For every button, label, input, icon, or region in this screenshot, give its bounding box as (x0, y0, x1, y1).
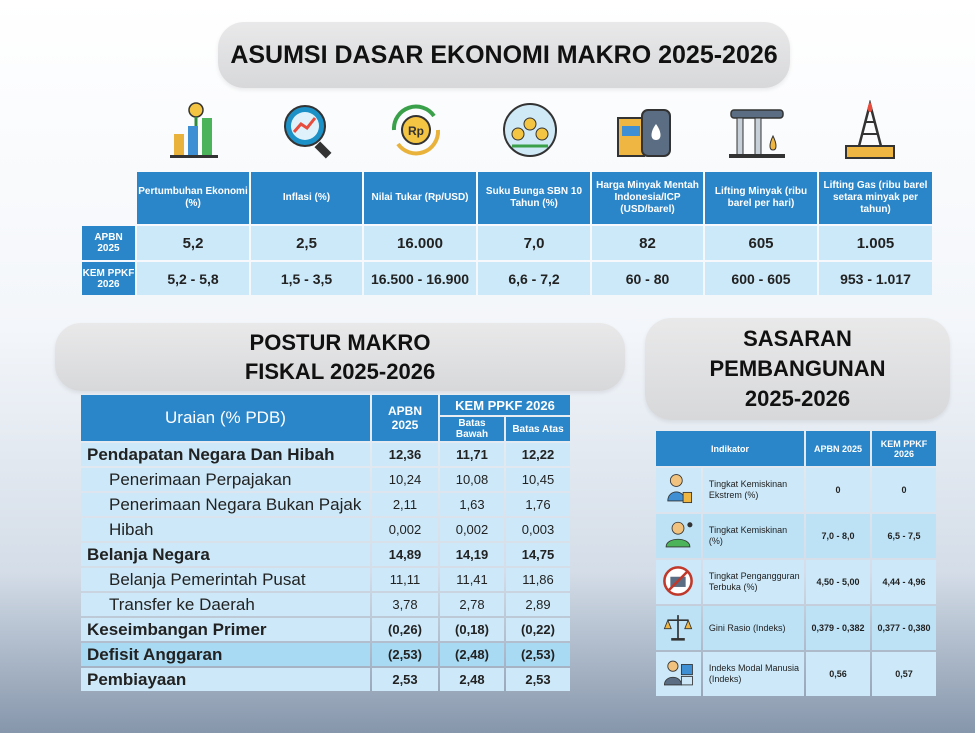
col-header-low: Batas Bawah (440, 417, 504, 441)
fiscal-value: 11,86 (506, 568, 570, 591)
value-cell: 5,2 - 5,8 (137, 262, 249, 295)
value-cell: 16.500 - 16.900 (364, 262, 476, 295)
target-apbn-value: 7,0 - 8,0 (806, 514, 870, 558)
fiscal-row-label: Pendapatan Negara Dan Hibah (81, 443, 370, 466)
fiscal-row (81, 618, 570, 641)
value-cell: 600 - 605 (705, 262, 817, 295)
fiscal-table (79, 393, 572, 693)
col-header-kem: KEM PPKF 2026 (440, 395, 570, 415)
col-header: Nilai Tukar (Rp/USD) (364, 172, 476, 224)
value-cell: 605 (705, 226, 817, 260)
fiscal-row-label: Belanja Pemerintah Pusat (81, 568, 370, 591)
target-kem-value: 0,377 - 0,380 (872, 606, 936, 650)
gini-scale-icon (656, 606, 701, 650)
targets-title (645, 318, 950, 420)
fiscal-row (81, 643, 570, 666)
bond-rate-icon (500, 100, 560, 160)
col-header-apbn: APBN 2025 (806, 431, 870, 466)
value-cell: 1,5 - 3,5 (251, 262, 362, 295)
main-title (218, 22, 790, 88)
fiscal-row (81, 593, 570, 616)
fiscal-row-label: Penerimaan Perpajakan (81, 468, 370, 491)
fiscal-value: 11,41 (440, 568, 504, 591)
extreme-poverty-icon (656, 468, 701, 512)
poverty-icon (656, 514, 701, 558)
assumptions-header-row (82, 172, 932, 224)
fiscal-value: 14,19 (440, 543, 504, 566)
fiscal-value: 1,76 (506, 493, 570, 516)
fiscal-row-label: Keseimbangan Primer (81, 618, 370, 641)
fiscal-value: (2,53) (372, 643, 438, 666)
col-header: Inflasi (%) (251, 172, 362, 224)
fiscal-header-row (81, 395, 570, 415)
growth-chart-icon (166, 100, 226, 160)
value-cell: 82 (592, 226, 703, 260)
target-kem-value: 6,5 - 7,5 (872, 514, 936, 558)
fiscal-row (81, 518, 570, 541)
target-apbn-value: 0,56 (806, 652, 870, 696)
target-apbn-value: 0 (806, 468, 870, 512)
fiscal-title (55, 323, 625, 391)
fiscal-value: (0,22) (506, 618, 570, 641)
row-label: APBN 2025 (82, 226, 135, 260)
human-capital-icon (656, 652, 701, 696)
target-label: Indeks Modal Manusia (Indeks) (703, 652, 804, 696)
fiscal-value: 10,24 (372, 468, 438, 491)
apbn-row (82, 226, 932, 260)
target-row (656, 514, 936, 558)
value-cell: 7,0 (478, 226, 590, 260)
fiscal-row-label: Hibah (81, 518, 370, 541)
target-kem-value: 0 (872, 468, 936, 512)
svg-text:Rp: Rp (408, 124, 424, 138)
fiscal-value: 3,78 (372, 593, 438, 616)
fiscal-row-label: Defisit Anggaran (81, 643, 370, 666)
value-cell: 1.005 (819, 226, 932, 260)
value-cell: 16.000 (364, 226, 476, 260)
fiscal-row (81, 468, 570, 491)
fiscal-value: 0,003 (506, 518, 570, 541)
fiscal-value: 2,48 (440, 668, 504, 691)
target-apbn-value: 4,50 - 5,00 (806, 560, 870, 604)
fiscal-row (81, 493, 570, 516)
value-cell: 2,5 (251, 226, 362, 260)
target-kem-value: 0,57 (872, 652, 936, 696)
fiscal-title-text: POSTUR MAKRO FISKAL 2025-2026 (244, 330, 436, 384)
value-cell: 6,6 - 7,2 (478, 262, 590, 295)
assumptions-table (80, 170, 934, 297)
row-label: KEM PPKF 2026 (82, 262, 135, 295)
fiscal-value: (0,26) (372, 618, 438, 641)
value-cell: 953 - 1.017 (819, 262, 932, 295)
target-label: Tingkat Kemiskinan Ekstrem (%) (703, 468, 804, 512)
rupiah-exchange-icon (386, 100, 446, 160)
col-header: Lifting Gas (ribu barel setara minyak per tahun) (819, 172, 932, 224)
inflation-magnifier-icon (277, 100, 337, 160)
target-row (656, 606, 936, 650)
oil-pump-icon (727, 100, 787, 160)
fiscal-value: (0,18) (440, 618, 504, 641)
gas-rig-icon (840, 100, 900, 160)
fiscal-value: 11,71 (440, 443, 504, 466)
target-kem-value: 4,44 - 4,96 (872, 560, 936, 604)
col-header: Suku Bunga SBN 10 Tahun (%) (478, 172, 590, 224)
targets-table (654, 429, 938, 698)
fiscal-row-label: Pembiayaan (81, 668, 370, 691)
fiscal-value: 12,22 (506, 443, 570, 466)
target-label: Tingkat Pengangguran Terbuka (%) (703, 560, 804, 604)
fiscal-value: 0,002 (440, 518, 504, 541)
fiscal-value: 2,89 (506, 593, 570, 616)
value-cell: 5,2 (137, 226, 249, 260)
fiscal-value: 11,11 (372, 568, 438, 591)
col-header: Lifting Minyak (ribu barel per hari) (705, 172, 817, 224)
fiscal-value: (2,53) (506, 643, 570, 666)
target-label: Tingkat Kemiskinan (%) (703, 514, 804, 558)
crude-oil-barrel-icon (614, 100, 674, 160)
col-header-apbn: APBN 2025 (372, 395, 438, 441)
targets-title-text: SASARAN PEMBANGUNAN 2025-2026 (709, 326, 886, 411)
value-cell: 60 - 80 (592, 262, 703, 295)
fiscal-row (81, 568, 570, 591)
col-header-high: Batas Atas (506, 417, 570, 441)
fiscal-value: 1,63 (440, 493, 504, 516)
fiscal-value: 10,45 (506, 468, 570, 491)
fiscal-value: 0,002 (372, 518, 438, 541)
main-title-text: ASUMSI DASAR EKONOMI MAKRO 2025-2026 (230, 40, 778, 69)
fiscal-row-label: Transfer ke Daerah (81, 593, 370, 616)
target-label: Gini Rasio (Indeks) (703, 606, 804, 650)
col-header-kem: KEM PPKF 2026 (872, 431, 936, 466)
target-row (656, 652, 936, 696)
corner-cell (82, 172, 135, 224)
fiscal-row (81, 668, 570, 691)
fiscal-value: 10,08 (440, 468, 504, 491)
fiscal-value: 2,53 (372, 668, 438, 691)
col-header-item: Uraian (% PDB) (81, 395, 370, 441)
col-header: Harga Minyak Mentah Indonesia/ICP (USD/barel) (592, 172, 703, 224)
fiscal-value: (2,48) (440, 643, 504, 666)
fiscal-value: 14,89 (372, 543, 438, 566)
target-apbn-value: 0,379 - 0,382 (806, 606, 870, 650)
kem-row (82, 262, 932, 295)
fiscal-row-label: Belanja Negara (81, 543, 370, 566)
fiscal-value: 2,53 (506, 668, 570, 691)
col-header-indicator: Indikator (656, 431, 804, 466)
fiscal-row (81, 543, 570, 566)
col-header: Pertumbuhan Ekonomi (%) (137, 172, 249, 224)
fiscal-row (81, 443, 570, 466)
fiscal-value: 14,75 (506, 543, 570, 566)
unemployment-icon (656, 560, 701, 604)
fiscal-row-label: Penerimaan Negara Bukan Pajak (81, 493, 370, 516)
fiscal-body (81, 443, 570, 691)
targets-header-row (656, 431, 936, 466)
targets-body (656, 468, 936, 696)
fiscal-value: 2,78 (440, 593, 504, 616)
fiscal-value: 2,11 (372, 493, 438, 516)
target-row (656, 560, 936, 604)
fiscal-value: 12,36 (372, 443, 438, 466)
target-row (656, 468, 936, 512)
